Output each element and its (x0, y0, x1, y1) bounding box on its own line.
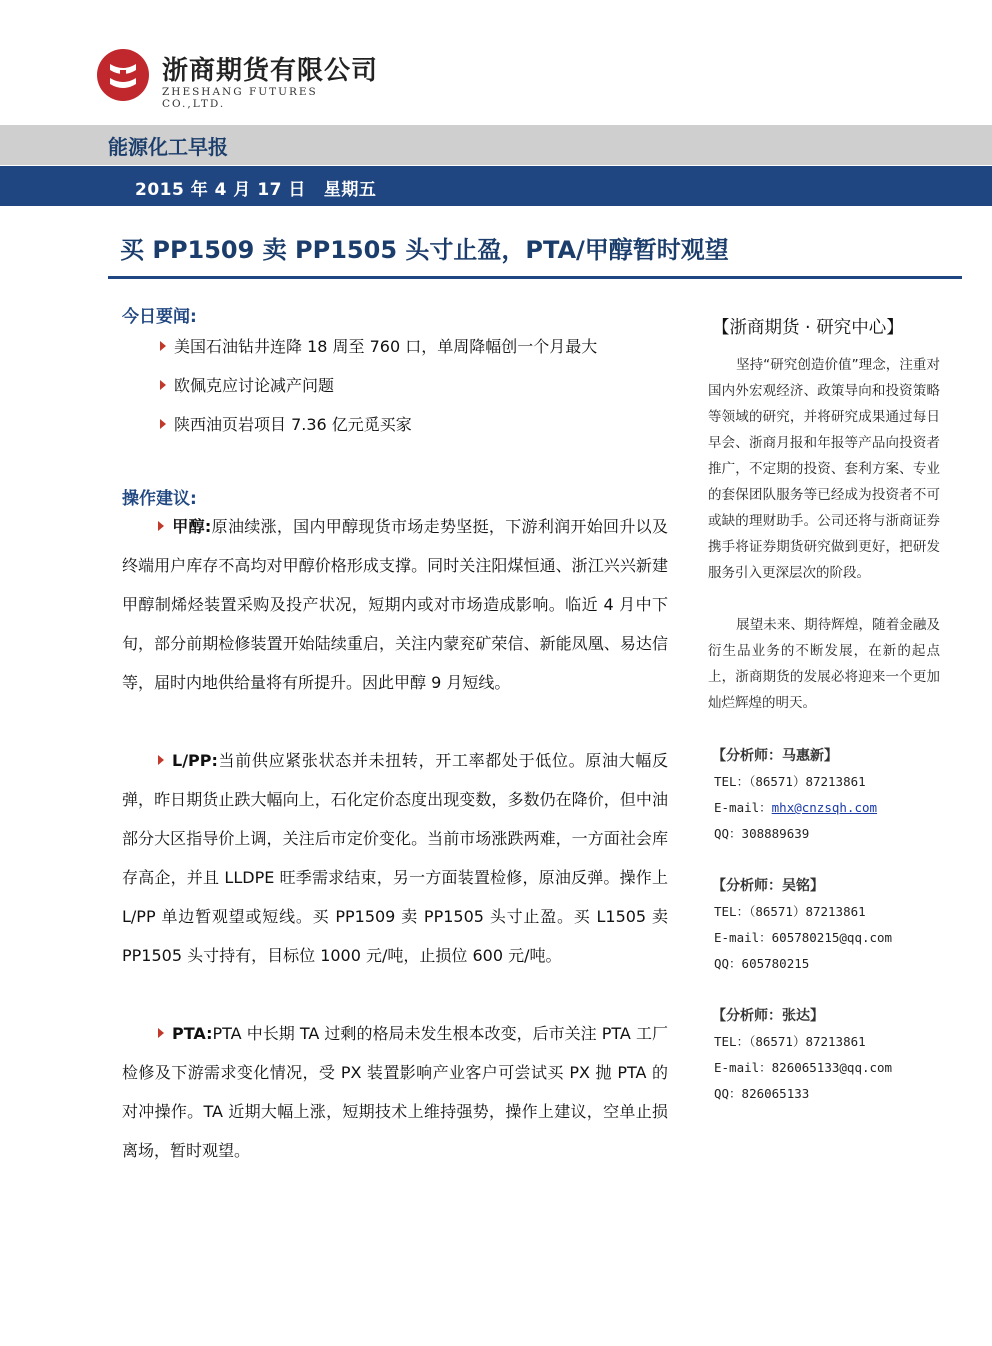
bullet-arrow-icon (160, 419, 166, 429)
bullet-arrow-icon (158, 1028, 164, 1038)
analyst-email: E-mail：826065133@qq.com (714, 1060, 893, 1075)
news-item: 陕西油页岩项目 7.36 亿元觅买家 (160, 412, 412, 435)
analyst-name: 【分析师：马惠新】 (712, 748, 838, 764)
analyst-email-link[interactable]: mhx@cnzsqh.com (771, 800, 878, 815)
company-name-cn: 浙商期货有限公司 (162, 56, 379, 86)
company-logo (96, 44, 386, 110)
report-date: 2015 年 4 月 17 日 (135, 180, 306, 200)
advice-lead: L/PP: (172, 751, 218, 770)
report-weekday: 星期五 (323, 180, 377, 200)
advice-text: 原油续涨，国内甲醇现货市场走势坚挺，下游利润开始回升以及终端用户库存不高均对甲醇价格形成支撑。同时关注阳煤恒通、浙江兴兴新建甲醇制烯烃装置采购及投产状况，短期内或对市场造成影响。临近 4 月中下旬，部分前期检修装置开始陆续重启，关注内蒙兖矿荣信、新能凤凰、易达信等，届时内地供给量将有所提升。因此甲醇 9 月短线。 (122, 517, 668, 692)
research-center-title: 【浙商期货 · 研究中心】 (712, 318, 904, 338)
bullet-arrow-icon (158, 521, 164, 531)
headline-divider (108, 276, 962, 279)
advice-text: PTA 中长期 TA 过剩的格局未发生根本改变，后市关注 PTA 工厂检修及下游需求变化情况，受 PX 装置影响产业客户可尝试买 PX 抛 PTA 的对冲操作。TA 近期大幅上涨，短期技术上维持强势，操作上建议，空单止损离场，暂时观望。 (122, 1024, 668, 1160)
research-center-intro: 坚持“研究创造价值”理念，注重对国内外宏观经济、政策导向和投资策略等领域的研究，并将研究成果通过每日早会、浙商月报和年报等产品向投资者推广，不定期的投资、套利方案、专业的套保团队服务等已经成为投资者不可或缺的理财助手。公司还将与浙商证券携手将证券期货研究做到更好，把研发服务引入更深层次的阶段。 (708, 357, 940, 581)
bullet-arrow-icon (158, 755, 164, 765)
research-center-outlook: 展望未来、期待辉煌，随着金融及衍生品业务的不断发展，在新的起点上，浙商期货的发展必将迎来一个更加灿烂辉煌的明天。 (708, 617, 940, 711)
advice-pta (122, 1014, 668, 1170)
report-name: 能源化工早报 (108, 135, 228, 159)
analyst-name: 【分析师：吴铭】 (712, 878, 824, 894)
advice-text: 当前供应紧张状态并未扭转，开工率都处于低位。原油大幅反弹，昨日期货止跌大幅向上，石化定价态度出现变数，多数仍在降价，但中油部分大区指导价上调，关注后市定价变化。当前市场涨跌两难，一方面社会库存高企，并且 LLDPE 旺季需求结束，另一方面装置检修，原油反弹。操作上 L/PP 单边暂观望或短线。买 PP1509 卖 PP1505 头寸止盈。买 L1505 卖 PP1505 头寸持有，目标位 1000 元/吨，止损位 600 元/吨。 (122, 751, 668, 965)
company-logo-icon (96, 48, 150, 102)
date-band (0, 166, 992, 206)
advice-lpp (122, 741, 668, 975)
analyst-tel: TEL：（86571）87213861 (714, 1034, 866, 1049)
bullet-arrow-icon (160, 380, 166, 390)
analyst-tel: TEL：（86571）87213861 (714, 904, 866, 919)
advice-section-title: 操作建议: (122, 489, 197, 509)
report-name-band (0, 125, 992, 165)
report-date-line (135, 175, 394, 200)
advice-lead: 甲醇: (172, 517, 212, 536)
analyst-email: E-mail：605780215@qq.com (714, 930, 893, 945)
headline: 买 PP1509 卖 PP1505 头寸止盈，PTA/甲醇暂时观望 (120, 236, 729, 264)
company-name-en: ZHESHANG FUTURES CO.,LTD. (162, 86, 318, 110)
analyst-email-value: 605780215@qq.com (771, 930, 893, 945)
news-item: 欧佩克应讨论减产问题 (160, 373, 334, 396)
analyst-qq: QQ：605780215 (714, 956, 810, 971)
advice-methanol (122, 507, 668, 702)
advice-lead: PTA: (172, 1024, 213, 1043)
analyst-tel: TEL：（86571）87213861 (714, 774, 866, 789)
news-item: 美国石油钻井连降 18 周至 760 口，单周降幅创一个月最大 (160, 334, 597, 357)
analyst-name: 【分析师：张达】 (712, 1008, 824, 1024)
bullet-arrow-icon (160, 341, 166, 351)
analyst-qq: QQ：308889639 (714, 826, 810, 841)
analyst-email: E-mail：mhx@cnzsqh.com (714, 800, 878, 815)
analyst-qq: QQ：826065133 (714, 1086, 810, 1101)
news-section-title: 今日要闻: (122, 307, 197, 327)
analyst-email-value: 826065133@qq.com (771, 1060, 893, 1075)
